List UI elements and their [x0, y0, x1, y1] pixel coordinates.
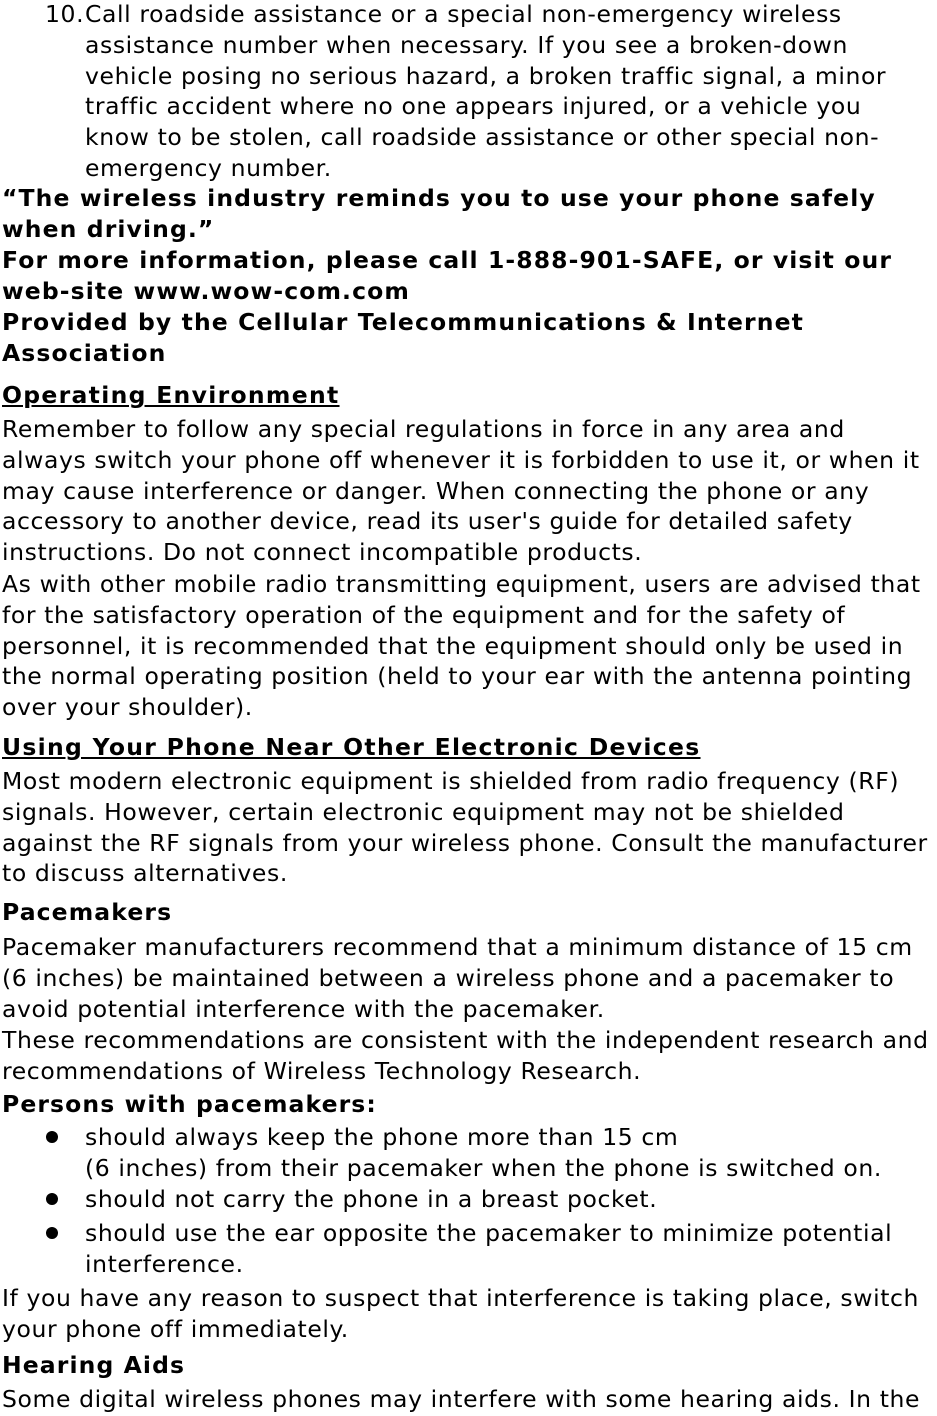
section-heading-pacemakers: Pacemakers: [2, 898, 173, 926]
list-item-number: 10.: [45, 0, 85, 28]
section-heading-electronic-devices: Using Your Phone Near Other Electronic Devices: [2, 733, 701, 761]
hearing-aids-paragraph-1: Some digital wireless phones may interfere with some hearing aids. In the: [2, 1385, 921, 1413]
persons-with-pacemakers-heading: Persons with pacemakers:: [2, 1090, 377, 1118]
pacemakers-paragraph-3: If you have any reason to suspect that interference is taking place, switch your phone off immediately.: [2, 1284, 920, 1343]
operating-environment-paragraph-1: Remember to follow any special regulations in force in any area and always switch your phone off whenever it is forbidden to use it, or when it may cause interference or danger. When connecting the phone or any accessory to another device, read its user's guide for detailed safety instructions. Do not connect incompatible products.: [2, 415, 920, 567]
pacemakers-paragraph-2: These recommendations are consistent with the independent research and recommendations of Wireless Technology Research.: [2, 1026, 929, 1085]
bullet-icon: [46, 1227, 58, 1239]
bullet-item-3: should use the ear opposite the pacemaker to minimize potential interference.: [85, 1219, 893, 1278]
section-heading-operating-environment: Operating Environment: [2, 381, 340, 409]
electronic-devices-paragraph-1: Most modern electronic equipment is shielded from radio frequency (RF) signals. However, certain electronic equipment may not be shielded against the RF signals from your wireless phone. Consult the manufacturer to discuss alternatives.: [2, 767, 928, 888]
reminder-text: “The wireless industry reminds you to use your phone safely when driving.”: [2, 184, 876, 243]
pacemakers-paragraph-1: Pacemaker manufacturers recommend that a minimum distance of 15 cm (6 inches) be maintained between a wireless phone and a pacemaker to avoid potential interference with the pacemaker.: [2, 933, 913, 1023]
bullet-item-1-line-2: (6 inches) from their pacemaker when the phone is switched on.: [85, 1154, 882, 1182]
bullet-icon: [46, 1131, 58, 1143]
section-heading-hearing-aids: Hearing Aids: [2, 1351, 186, 1379]
provided-by-text: Provided by the Cellular Telecommunications & Internet Association: [2, 308, 804, 367]
bullet-item-2: should not carry the phone in a breast pocket.: [85, 1185, 658, 1213]
bullet-icon: [46, 1193, 58, 1205]
bullet-item-1-line-1: should always keep the phone more than 15 cm: [85, 1123, 679, 1151]
operating-environment-paragraph-2: As with other mobile radio transmitting equipment, users are advised that for the satisfactory operation of the equipment and for the safety of personnel, it is recommended that the equipment should only be used in the normal operating position (held to your ear with the antenna pointing over your shoulder).: [2, 570, 921, 722]
list-item-text: Call roadside assistance or a special non-emergency wireless assistance number when necessary. If you see a broken-down vehicle posing no serious hazard, a broken traffic signal, a minor traffic accident where no one appears injured, or a vehicle you know to be stolen, call roadside assistance or other special non-emergency number.: [85, 0, 887, 182]
info-text: For more information, please call 1-888-901-SAFE, or visit our web-site www.wow-com.com: [2, 246, 893, 305]
